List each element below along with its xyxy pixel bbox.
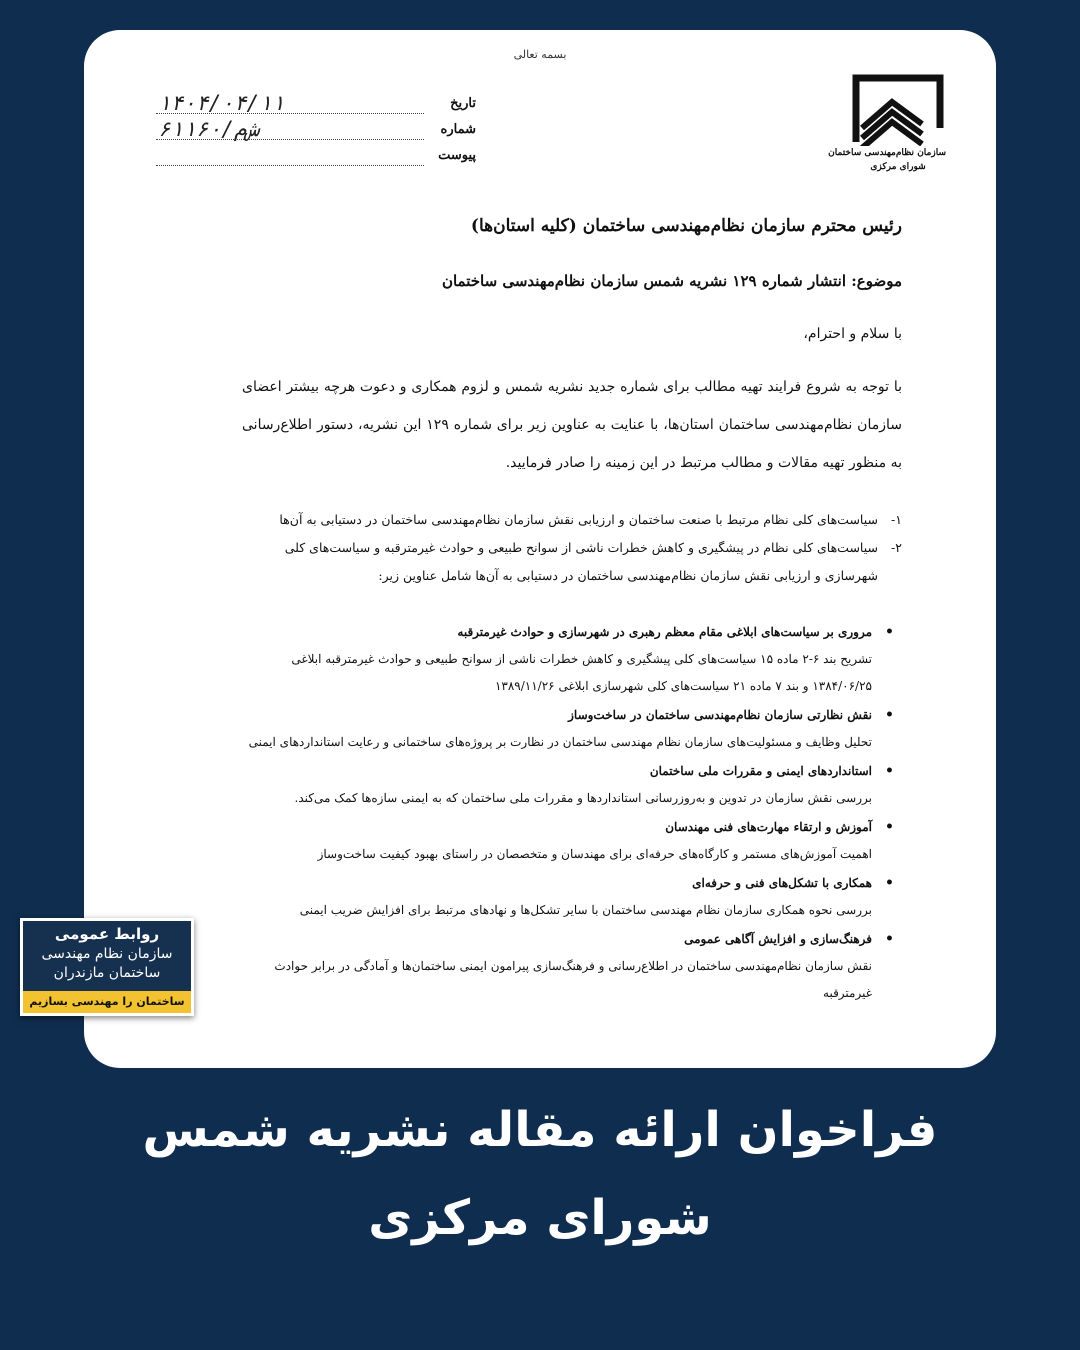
letter-card xyxy=(84,30,996,1068)
topic-item xyxy=(236,701,872,756)
badge-slogan: ساختمان را مهندسی بسازیم xyxy=(23,991,191,1013)
topic-item xyxy=(236,869,872,924)
numbered-items xyxy=(236,506,902,590)
meta-row-number xyxy=(156,116,476,142)
logo-org-sub: شورای مرکزی xyxy=(870,162,926,172)
letter-meta xyxy=(156,90,476,168)
topic-item xyxy=(236,925,872,1007)
topic-description: اهمیت آموزش‌های مستمر و کارگاه‌های حرفه‌ای برای مهندسان و متخصصان در راستای بهبود کیفیت ساخت‌وساز xyxy=(317,847,872,861)
official-letter xyxy=(84,30,996,1068)
letter-recipient: رئیس محترم سازمان نظام‌مهندسی ساختمان (کلیه استان‌ها) xyxy=(470,216,902,236)
meta-label: تاریخ xyxy=(450,95,476,111)
public-relations-badge xyxy=(20,918,194,1016)
headline-line-1: فراخوان ارائه مقاله نشریه شمس xyxy=(142,1102,938,1158)
topic-title: • مروری بر سیاست‌های ابلاغی مقام معظم رهبری در شهرسازی و حوادث غیرمترقبه xyxy=(236,618,872,646)
meta-row-attachment xyxy=(156,142,476,168)
item-text: سیاست‌های کلی نظام مرتبط با صنعت ساختمان و ارزیابی نقش سازمان نظام‌مهندسی ساختمان در دستیابی به آن‌ها xyxy=(279,512,878,527)
topic-title: • همکاری با تشکل‌های فنی و حرفه‌ای xyxy=(236,869,872,897)
list-item xyxy=(236,534,902,590)
organization-logo xyxy=(828,72,946,174)
topic-item xyxy=(236,757,872,812)
meta-label: پیوست xyxy=(438,147,476,163)
topic-description: نقش سازمان نظام‌مهندسی ساختمان در اطلاع‌رسانی و فرهنگ‌سازی پیرامون ایمنی ساختمان‌ها و آمادگی در برابر حوادث غیرمترقبه xyxy=(274,959,872,1000)
topic-title: • نقش نظارتی سازمان نظام‌مهندسی ساختمان در ساخت‌وساز xyxy=(236,701,872,729)
letter-greeting: با سلام و احترام، xyxy=(803,326,902,342)
engineering-organization-logo-icon xyxy=(852,72,944,146)
topic-description: تشریح بند ۶-۲ ماده ۱۵ سیاست‌های کلی پیشگیری و کاهش خطرات ناشی از سوانح طبیعی و حوادث غیرمترقبه ابلاغی ۱۳۸۴/۰۶/۲۵ و بند ۷ ماده ۲۱ سیاست‌های کلی شهرسازی ابلاغی ۱۳۸۹/۱۱/۲۶ xyxy=(291,652,872,693)
meta-value xyxy=(156,145,424,166)
item-number: ۲- xyxy=(891,540,902,555)
badge-title: روابط عمومی xyxy=(54,925,160,943)
item-text: سیاست‌های کلی نظام در پیشگیری و کاهش خطرات ناشی از سوانح طبیعی و حوادث غیرمترقبه و سیاست‌های کلی شهرسازی و ارزیابی نقش سازمان نظام‌مهندسی ساختمان در دستیابی به آن‌ها شامل عناوین زیر: xyxy=(284,540,878,583)
badge-org-line: سازمان نظام مهندسی xyxy=(41,946,173,962)
letter-intro: با توجه به شروع فرایند تهیه مطالب برای شماره جدید نشریه شمس و لزوم همکاری و دعوت هرچه بیشتر اعضای سازمان نظام‌مهندسی ساختمان استان‌ها، با عنایت به عناوین زیر برای شماره ۱۲۹ این نشریه، دستور اطلاع‌رسانی به منظور تهیه مقالات و مطالب مرتبط در این زمینه را صادر فرمایید. xyxy=(242,379,903,471)
topic-item xyxy=(236,813,872,868)
badge-province-line: ساختمان مازندران xyxy=(53,965,161,981)
topic-description: تحلیل وظایف و مسئولیت‌های سازمان نظام مهندسی ساختمان در نظارت بر پروژه‌های ساختمانی و رعایت استانداردهای ایمنی xyxy=(248,735,872,749)
letter-subject: موضوع: انتشار شماره ۱۲۹ نشریه شمس سازمان نظام‌مهندسی ساختمان xyxy=(441,272,902,290)
list-item xyxy=(236,506,902,534)
topic-title: • فرهنگ‌سازی و افزایش آگاهی عمومی xyxy=(236,925,872,953)
topic-title: • استانداردهای ایمنی و مقررات ملی ساختمان xyxy=(236,757,872,785)
logo-org-name: سازمان نظام‌مهندسی ساختمان xyxy=(828,148,946,158)
topic-description: بررسی نحوه همکاری سازمان نظام مهندسی ساختمان با سایر تشکل‌ها و نهادهای مرتبط برای افزایش ضریب ایمنی xyxy=(299,903,872,917)
basmala: بسمه تعالی xyxy=(513,48,567,61)
topic-title: • آموزش و ارتقاء مهارت‌های فنی مهندسان xyxy=(236,813,872,841)
topic-description: بررسی نقش سازمان در تدوین و به‌روزرسانی استانداردها و مقررات ملی ساختمان که به ایمنی سازه‌ها کمک می‌کند. xyxy=(294,791,872,805)
headline-line-2: شورای مرکزی xyxy=(368,1190,712,1246)
topic-list xyxy=(236,618,872,1008)
topic-item xyxy=(236,618,872,700)
meta-row-date xyxy=(156,90,476,116)
headline xyxy=(40,1086,1040,1262)
meta-value: ۶۱۱۶۰/ش‌م xyxy=(156,119,424,140)
meta-value: ۱۴۰۴/۰۴/۱۱ xyxy=(156,93,424,114)
item-number: ۱- xyxy=(891,512,902,527)
meta-label: شماره xyxy=(440,121,476,137)
